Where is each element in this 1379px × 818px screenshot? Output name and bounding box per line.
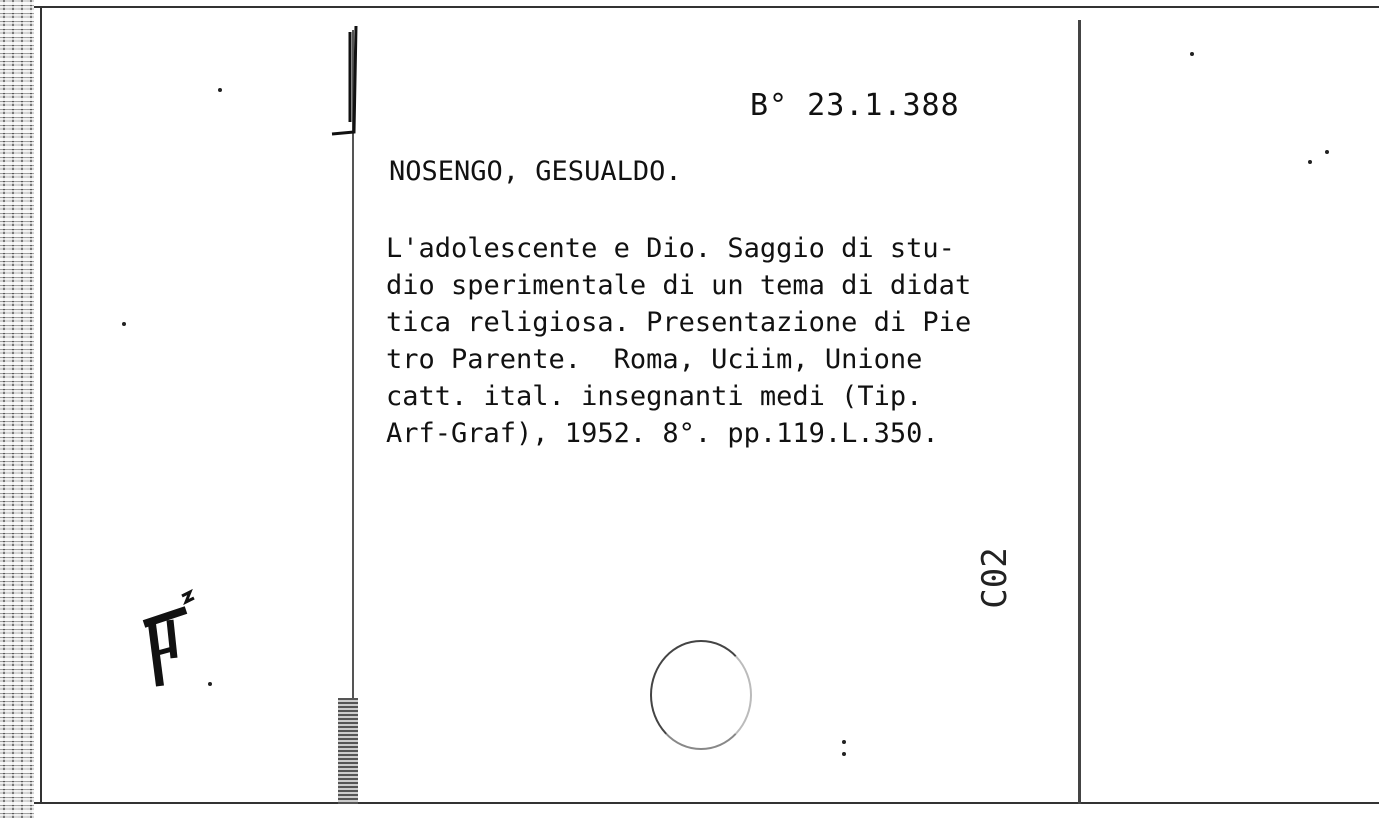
punch-hole-circle (650, 640, 752, 750)
top-rule (34, 6, 1379, 8)
handwritten-f-mark (130, 588, 210, 698)
bottom-bracket-mark (338, 698, 358, 804)
speck (842, 740, 846, 744)
bibliographic-description (386, 230, 971, 452)
scan-edge-strip (0, 0, 34, 818)
description-line: L'adolescente e Dio. Saggio di stu- (386, 233, 955, 264)
speck (122, 322, 126, 326)
speck (218, 88, 222, 92)
speck (1308, 160, 1312, 164)
speck (208, 682, 212, 686)
left-rule (40, 6, 42, 804)
speck (1325, 150, 1329, 154)
description-line: catt. ital. insegnanti medi (Tip. (386, 381, 923, 412)
top-bracket-mark (328, 22, 358, 142)
description-line: Arf-Graf), 1952. 8°. pp.119.L.350. (386, 418, 939, 449)
description-line: tro Parente. Roma, Uciim, Unione (386, 344, 923, 375)
call-number: B° 23.1.388 (750, 88, 960, 123)
description-line: tica religiosa. Presentazione di Pie (386, 307, 972, 338)
bottom-rule (34, 802, 1379, 804)
rotated-stamp-code: C02 (975, 547, 1015, 609)
author-heading: NOSENGO, GESUALDO. (389, 156, 682, 187)
card-right-edge (1078, 20, 1081, 804)
speck (842, 752, 846, 756)
speck (1190, 52, 1194, 56)
description-line: dio sperimentale di un tema di didat (386, 270, 972, 301)
card-left-edge (352, 30, 354, 804)
